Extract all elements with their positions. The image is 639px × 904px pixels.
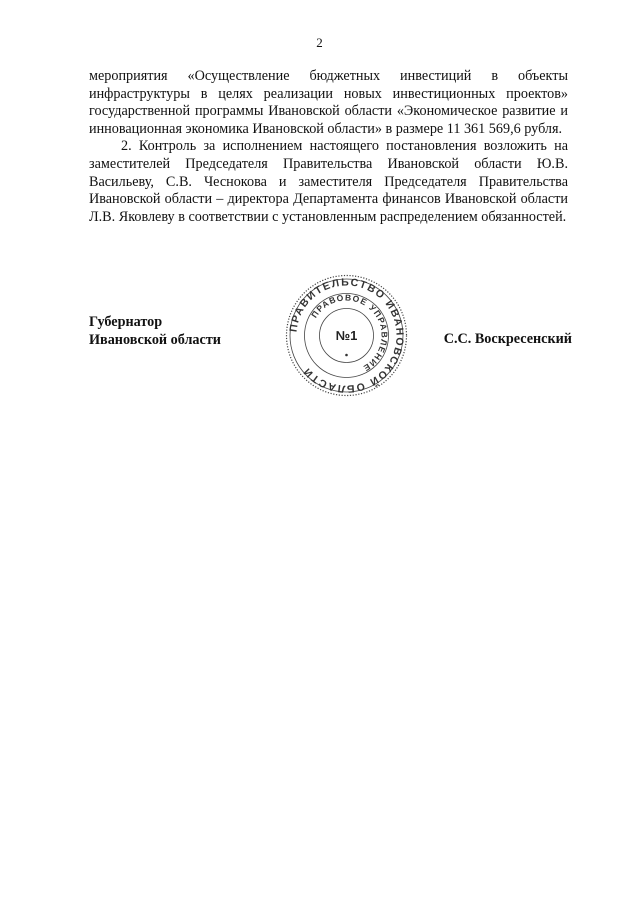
document-body (89, 68, 568, 226)
signer-title (89, 314, 221, 349)
signature-block (89, 276, 572, 395)
seal-center-number: №1 (335, 328, 358, 343)
paragraph-2: 2. Контроль за исполнением настоящего постановления возложить на заместителей Председателя Правительства Ивановской области Ю.В. Васильеву, С.В. Чеснокова и заместителя Председателя Правительства Ивановской области – директора Департамента финансов Ивановской области Л.В. Яковлеву в соответствии с установленным распределением обязанностей. (89, 138, 568, 225)
signer-position: Губернатор (89, 314, 163, 330)
signer-region: Ивановской области (89, 331, 221, 348)
paragraph-1: мероприятия «Осуществление бюджетных инвестиций в объекты инфраструктуры в целях реализации новых инвестиционных проектов» государственной программы Ивановской области «Экономическое развитие и инновационная экономика Ивановской области» в размере 11 361 569,6 рубля. (89, 68, 568, 137)
seal-outer-text: ПРАВИТЕЛЬСТВО ИВАНОВСКОЙ ОБЛАСТИ (287, 276, 406, 395)
official-seal (284, 273, 409, 398)
page-number: 2 (316, 35, 323, 50)
signer-name: С.С. Воскресенский (443, 331, 572, 347)
seal-dot (345, 354, 348, 357)
seal-inner-text: ПРАВОВОЕ УПРАВЛЕНИЕ (309, 292, 390, 374)
